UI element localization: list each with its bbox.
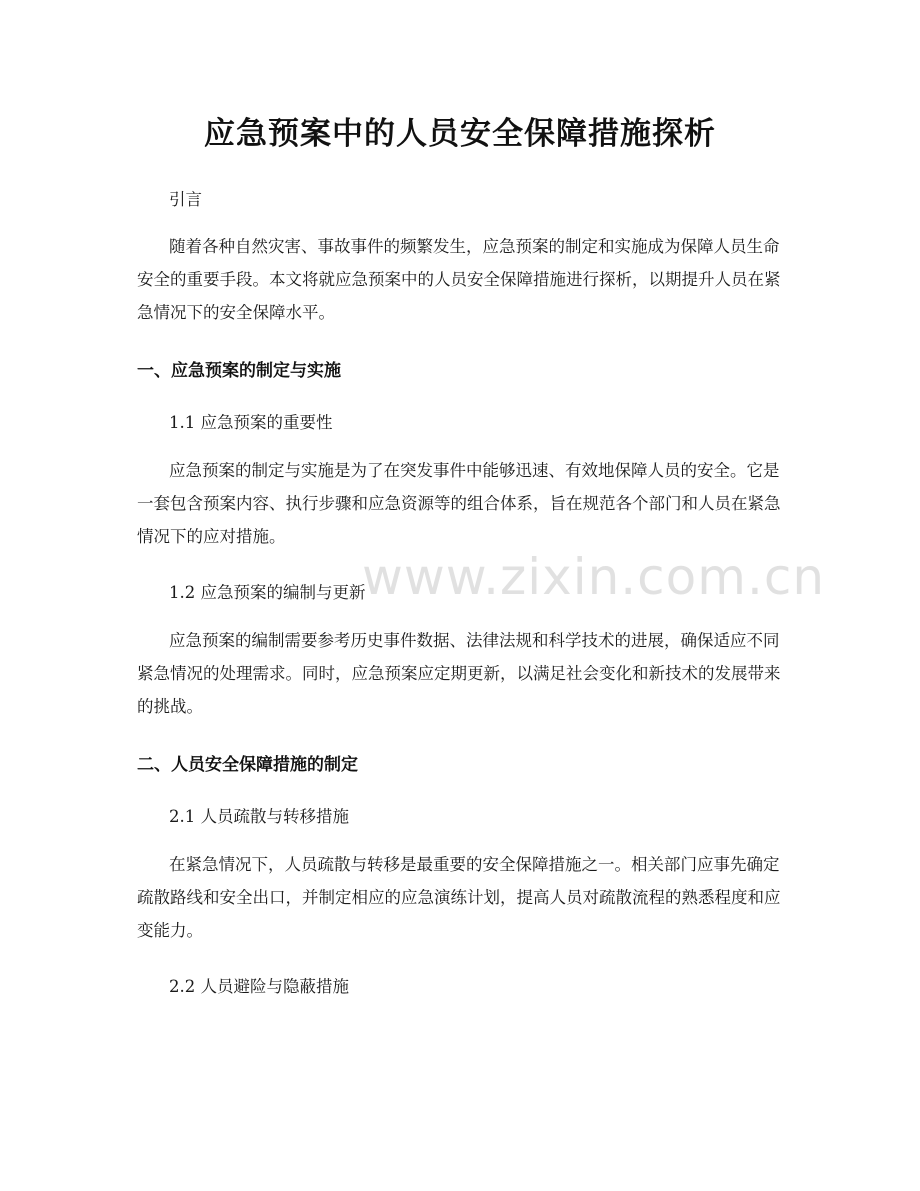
intro-heading: 引言 [169, 190, 202, 209]
document-title: 应急预案中的人员安全保障措施探析 [204, 116, 716, 152]
subsection-1-1-paragraph: 应急预案的制定与实施是为了在突发事件中能够迅速、有效地保障人员的安全。它是一套包含预案内容、执行步骤和应急资源等的组合体系，旨在规范各个部门和人员在紧急情况下的应对措施。 [137, 461, 781, 546]
section-1-heading: 一、应急预案的制定与实施 [137, 361, 341, 381]
watermark: www.zixin.com.cn [362, 548, 826, 606]
subsection-1-2-heading: 1.2 应急预案的编制与更新 [169, 583, 366, 602]
subsection-2-1-heading: 2.1 人员疏散与转移措施 [169, 807, 349, 826]
section-2-heading: 二、人员安全保障措施的制定 [137, 755, 358, 775]
subsection-2-2-heading: 2.2 人员避险与隐蔽措施 [169, 977, 349, 996]
subsection-1-1-heading: 1.1 应急预案的重要性 [169, 413, 333, 432]
intro-paragraph: 随着各种自然灾害、事故事件的频繁发生，应急预案的制定和实施成为保障人员生命安全的重要手段。本文将就应急预案中的人员安全保障措施进行探析，以期提升人员在紧急情况下的安全保障水平。 [137, 237, 781, 322]
subsection-1-2-paragraph: 应急预案的编制需要参考历史事件数据、法律法规和科学技术的进展，确保适应不同紧急情况的处理需求。同时，应急预案应定期更新，以满足社会变化和新技术的发展带来的挑战。 [137, 631, 781, 716]
subsection-2-1-paragraph: 在紧急情况下，人员疏散与转移是最重要的安全保障措施之一。相关部门应事先确定疏散路线和安全出口，并制定相应的应急演练计划，提高人员对疏散流程的熟悉程度和应变能力。 [137, 855, 781, 940]
